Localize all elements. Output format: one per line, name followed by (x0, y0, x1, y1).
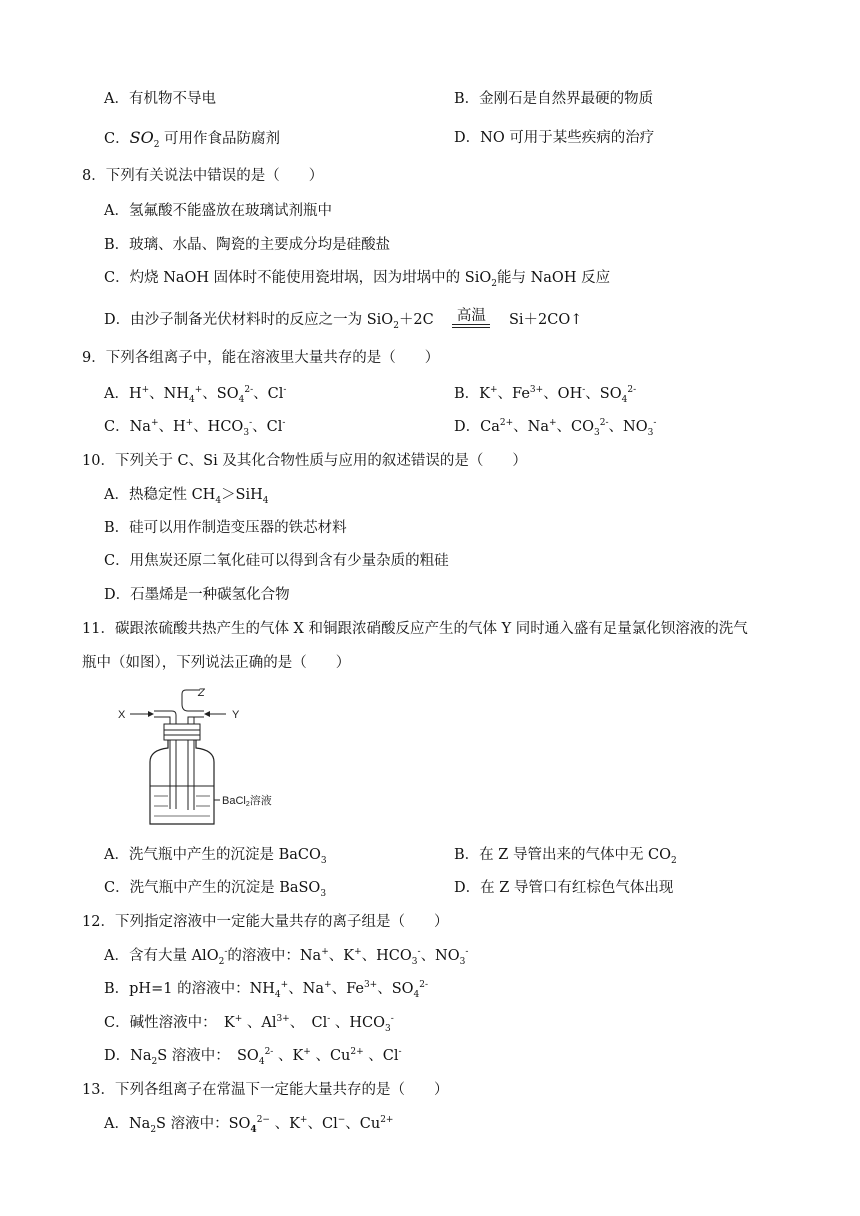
q8-c-text2: 能与 NaOH 反应 (496, 270, 611, 286)
fig-label-rest: 溶液 (249, 795, 272, 807)
q12d-t10: - (398, 1047, 402, 1058)
q9-option-d (454, 417, 656, 437)
q7-option-b: B．金刚石是自然界最硬的物质 (454, 91, 654, 107)
q9a-t3: 4 (189, 394, 195, 405)
q13a-t6: + (299, 1115, 308, 1126)
q12a-t11: 3 (459, 956, 466, 967)
q8-c-text1: C．灼烧 NaOH 固体时不能使用瓷坩埚，因为坩埚中的 SiO (104, 270, 492, 286)
q8-stem: 8．下列有关说法中错误的是（ ） (82, 168, 324, 184)
q9b-t2: 、Fe (497, 386, 530, 402)
q12a-t6: + (354, 947, 362, 958)
q13-option-a (104, 1114, 393, 1134)
q9d-t7: 、NO (608, 419, 648, 435)
fig-label-bacl: BaCl (222, 795, 246, 807)
q12-option-b (104, 979, 428, 999)
q11a-t1: A．洗气瓶中产生的沉淀是 BaCO (104, 847, 321, 863)
q9c-t0: C．Na (104, 419, 151, 435)
q12c-t6: 、HCO (330, 1015, 386, 1031)
q12a-t10: 、NO (420, 948, 460, 964)
fig-solution-label (222, 793, 272, 808)
q12d-t1: 2 (151, 1056, 158, 1067)
q8-option-b: B．玻璃、水晶、陶瓷的主要成分均是硅酸盐 (104, 237, 391, 253)
q11-stem-line1: 11．碳跟浓硫酸共热产生的气体 X 和铜跟浓硝酸反应产生的气体 Y 同时通入盛有足量氯化钡溶液的洗气 (82, 621, 748, 637)
q12b-t6: 3+ (363, 980, 378, 991)
reaction-arrow-line-2 (452, 327, 490, 328)
q8-option-d (104, 310, 582, 330)
q12c-t2: 、Al (242, 1015, 277, 1031)
q12c-t7: 3 (385, 1023, 391, 1034)
q11-option-a (104, 845, 327, 865)
q12b-t3: 、Na (288, 981, 325, 997)
q9-stem: 9．下列各组离子中，能在溶液里大量共存的是（ ） (82, 350, 440, 366)
q11a-sub: 3 (320, 855, 327, 866)
q8-d-text3: Si＋2CO↑ (508, 312, 583, 328)
q13a-t8: − (337, 1115, 346, 1126)
q10a-sub1: 4 (215, 495, 222, 506)
q12a-t9: - (417, 947, 421, 958)
q12-option-d (104, 1046, 402, 1066)
q10-option-a (104, 485, 269, 505)
q12c-t8: - (390, 1014, 394, 1025)
q13-stem: 13．下列各组离子在常温下一定能大量共存的是（ ） (82, 1082, 449, 1098)
stopper (164, 724, 200, 740)
q9d-t2: 、Na (513, 419, 549, 435)
q8-d-sub: 2 (393, 320, 399, 331)
q12b-t1: 4 (274, 989, 281, 1000)
q13a-t4: 2− (256, 1115, 270, 1126)
q9-option-b (454, 384, 636, 404)
q11c-sub: 3 (320, 888, 327, 899)
q10-option-c: C．用焦炭还原二氧化硅可以得到含有少量杂质的粗硅 (104, 553, 449, 569)
q12d-t6: + (303, 1047, 311, 1058)
q8-option-a: A．氢氟酸不能盛放在玻璃试剂瓶中 (104, 203, 332, 219)
q10a-t1: A．热稳定性 CH (104, 487, 216, 503)
q12d-t0: D．Na (104, 1048, 152, 1064)
q9d-t9: - (653, 418, 657, 429)
q9d-t5: 3 (594, 427, 600, 438)
q9c-t7: 、Cl (252, 419, 283, 435)
q12b-t2: + (280, 980, 289, 991)
q9d-t0: D．Ca (454, 419, 500, 435)
q13a-t7: 、Cl (307, 1116, 338, 1132)
q12a-t3: 的溶液中：Na (227, 948, 322, 964)
q7-option-d: D．NO 可用于某些疾病的治疗 (454, 130, 655, 146)
q9a-t4: + (194, 385, 203, 396)
q12d-t7: 、Cu (310, 1048, 351, 1064)
q12a-t7: 、HCO (361, 948, 412, 964)
q9d-t8: 3 (647, 427, 654, 438)
q12c-t1: + (234, 1014, 243, 1025)
q9a-t1: + (141, 385, 150, 396)
q12c-t0: C．碱性溶液中： K (104, 1015, 235, 1031)
q8-option-c (104, 268, 610, 288)
q12b-t4: + (324, 980, 332, 991)
fig-label-x: X (118, 709, 126, 721)
q9c-t4: 、HCO (193, 419, 244, 435)
q8-d-text1: D．由沙子制备光伏材料时的反应之一为 SiO (104, 312, 394, 328)
q13a-t2: S 溶液中：SO (156, 1116, 251, 1132)
q9b-t3: 3+ (529, 385, 544, 396)
q12c-t4: 、 Cl (289, 1015, 328, 1031)
q7-c-prefix: C． (104, 131, 130, 147)
q12b-t7: 、SO (377, 981, 414, 997)
q13a-t5: 、K (269, 1116, 300, 1132)
q12d-t4: 2- (264, 1047, 274, 1058)
q9a-t6: 4 (238, 394, 245, 405)
x-arrow-head (148, 711, 154, 717)
q10a-sub2: 4 (262, 495, 269, 506)
q12-stem: 12．下列指定溶液中一定能大量共存的离子组是（ ） (82, 914, 449, 930)
q13a-t1: 2 (150, 1124, 157, 1135)
q10-option-b: B．硅可以用作制造变压器的铁芯材料 (104, 520, 347, 536)
q9d-t6: 2- (599, 418, 609, 429)
q11b-t1: B．在 Z 导管出来的气体中无 CO (454, 847, 672, 863)
y-arrow-head (204, 711, 210, 717)
q9a-t0: A．H (104, 386, 142, 402)
q12a-t1: 2 (218, 956, 225, 967)
q12b-t0: B．pH=1 的溶液中：NH (104, 981, 275, 997)
fig-label-sub: 2 (245, 801, 250, 808)
q9b-t8: 2- (627, 385, 637, 396)
q9a-t8: 、Cl (253, 386, 284, 402)
q10-stem: 10．下列关于 C、Si 及其化合物性质与应用的叙述错误的是（ ） (82, 453, 527, 469)
q12d-t3: 4 (258, 1056, 265, 1067)
q7-option-a: A．有机物不导电 (104, 91, 216, 107)
q13a-t10: 2+ (380, 1115, 394, 1126)
q9d-t3: + (549, 418, 557, 429)
q9c-t6: - (249, 418, 253, 429)
q9a-t2: 、NH (149, 386, 190, 402)
q13a-t3: 4 (250, 1124, 257, 1135)
q9b-t0: B．K (454, 386, 490, 402)
reaction-condition (446, 310, 496, 330)
q12a-t8: 3 (411, 956, 418, 967)
q13a-t0: A．Na (104, 1116, 151, 1132)
q8-c-sub: 2 (491, 278, 497, 289)
q9a-t9: - (283, 385, 287, 396)
q11-option-b (454, 845, 677, 865)
fig-label-y: Y (232, 709, 240, 721)
q12a-t5: 、K (328, 948, 355, 964)
q12a-t2: - (224, 947, 228, 958)
q10a-t2: ＞SiH (221, 487, 263, 503)
q9b-t4: 、OH (543, 386, 583, 402)
q13a-t9: 、Cu (345, 1116, 381, 1132)
q9a-t7: 2- (244, 385, 254, 396)
q12a-t4: + (321, 947, 329, 958)
q11b-sub: 2 (671, 855, 677, 866)
q12-option-a (104, 946, 468, 966)
q12d-t8: 2+ (350, 1047, 364, 1058)
q12a-t12: - (465, 947, 469, 958)
q9b-t7: 4 (621, 394, 628, 405)
q11-stem-line2: 瓶中（如图），下列说法正确的是（ ） (82, 655, 351, 671)
q12a-t0: A．含有大量 AlO (104, 948, 219, 964)
q9c-t5: 3 (243, 427, 250, 438)
q9c-t3: + (185, 418, 194, 429)
fig-label-z: Z (198, 687, 205, 699)
q12c-t3: 3+ (276, 1014, 290, 1025)
q9c-t8: - (282, 418, 286, 429)
reaction-condition-label: 高温 (456, 308, 486, 324)
q12d-t5: 、K (273, 1048, 304, 1064)
q12b-t9: 2- (419, 980, 429, 991)
q9b-t6: 、SO (585, 386, 622, 402)
q10-option-d: D．石墨烯是一种碳氢化合物 (104, 587, 290, 603)
gas-washing-bottle-figure (116, 684, 276, 832)
bottle-outline (150, 740, 214, 824)
q7-c-formula: SO (129, 128, 154, 147)
q12d-t2: S 溶液中： SO (157, 1048, 259, 1064)
q12d-t9: 、Cl (363, 1048, 399, 1064)
q12b-t8: 4 (413, 989, 420, 1000)
q9b-t5: - (582, 385, 586, 396)
q8-d-text2: ＋2C (398, 312, 434, 328)
q9c-t1: + (150, 418, 159, 429)
q12c-t5: - (327, 1014, 331, 1025)
q9-option-c (104, 417, 285, 437)
q11c-t1: C．洗气瓶中产生的沉淀是 BaSO (104, 880, 321, 896)
q9d-t1: 2+ (499, 418, 514, 429)
q7-option-c (104, 128, 280, 149)
q9c-t2: 、H (158, 419, 186, 435)
q9-option-a (104, 384, 286, 404)
q7-c-rest: 可用作食品防腐剂 (164, 131, 281, 147)
q12b-t5: 、Fe (331, 981, 364, 997)
q9d-t4: 、CO (556, 419, 595, 435)
q11-option-c (104, 878, 326, 898)
q9b-t1: + (490, 385, 498, 396)
q11-option-d: D．在 Z 导管口有红棕色气体出现 (454, 880, 674, 896)
q9a-t5: 、SO (202, 386, 239, 402)
reaction-arrow-line-1 (452, 324, 490, 325)
q12-option-c (104, 1013, 394, 1033)
q7-c-sub: 2 (153, 139, 160, 150)
